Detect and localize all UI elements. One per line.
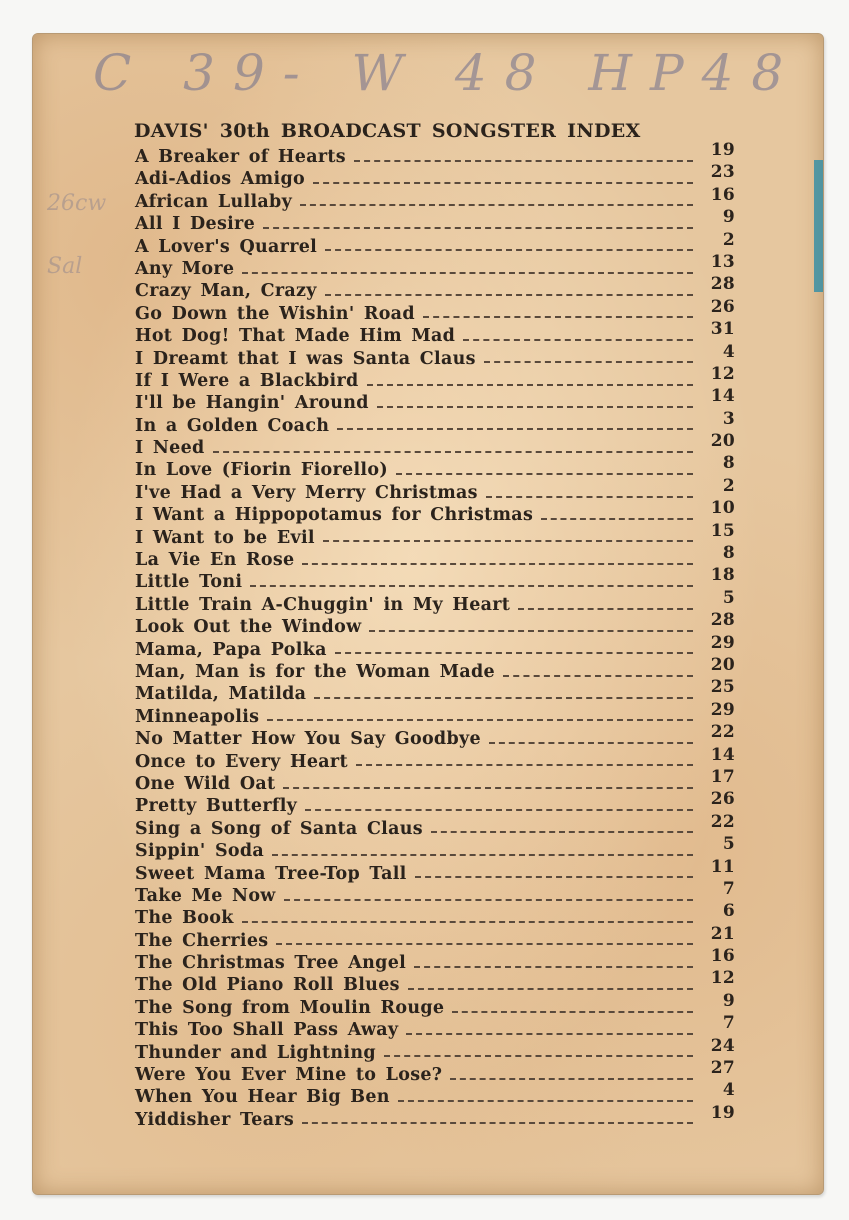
dot-leader xyxy=(503,670,693,677)
page-number: 14 xyxy=(710,386,735,407)
blue-edge-tab xyxy=(814,160,823,292)
index-entry xyxy=(135,1058,735,1087)
songster-back-page xyxy=(32,33,824,1195)
index-entry xyxy=(135,632,735,662)
song-title: The Cherries xyxy=(135,930,269,951)
song-title: The Christmas Tree Angel xyxy=(135,953,407,974)
song-title: One Wild Oat xyxy=(135,773,276,794)
dot-leader xyxy=(213,446,693,453)
dot-leader xyxy=(325,289,693,296)
index-entry xyxy=(135,587,735,617)
page-number: 17 xyxy=(710,766,735,787)
song-title: Look Out the Window xyxy=(135,617,362,638)
index-entry xyxy=(135,744,735,774)
index-entry xyxy=(135,1102,735,1132)
index-entry xyxy=(135,408,735,438)
song-title: Adi-Adios Amigo xyxy=(135,169,305,190)
index-entry xyxy=(135,184,735,214)
dot-leader xyxy=(272,849,693,856)
dot-leader xyxy=(300,199,693,206)
index-entry xyxy=(135,251,735,281)
index-entry xyxy=(135,856,735,886)
page-number: 20 xyxy=(710,654,735,675)
page-number: 13 xyxy=(710,251,735,272)
index-entry xyxy=(135,923,735,953)
song-title: A Lover's Quarrel xyxy=(135,236,318,257)
pencil-handwriting-top: C 39- W 48 HP48 xyxy=(93,44,802,102)
dot-leader xyxy=(398,1095,693,1102)
page-number: 4 xyxy=(722,1080,735,1101)
page-number: 7 xyxy=(722,1013,735,1034)
page-number: 2 xyxy=(722,229,735,250)
song-title: Were You Ever Mine to Lose? xyxy=(135,1065,443,1086)
page-number: 14 xyxy=(710,744,735,765)
song-title: Pretty Butterfly xyxy=(135,796,298,817)
song-title: La Vie En Rose xyxy=(135,550,295,571)
index-entry xyxy=(135,811,735,841)
page-number: 19 xyxy=(710,140,735,160)
dot-leader xyxy=(486,491,693,498)
page-number: 29 xyxy=(710,632,735,653)
page-number: 5 xyxy=(722,834,735,855)
page-number: 9 xyxy=(722,990,735,1011)
song-title: Mama, Papa Polka xyxy=(135,639,327,660)
page-number: 7 xyxy=(722,878,735,899)
index-entry xyxy=(135,1035,735,1065)
index-entry xyxy=(135,453,735,482)
dot-leader xyxy=(484,356,693,363)
song-title: Sippin' Soda xyxy=(135,841,265,862)
dot-leader xyxy=(518,603,693,610)
index-entry xyxy=(135,475,735,505)
index-entry xyxy=(135,140,735,169)
index-entry xyxy=(135,946,735,975)
song-title: I Want to be Evil xyxy=(135,527,315,548)
song-title: I Need xyxy=(135,438,205,459)
dot-leader xyxy=(367,379,693,386)
index-entry xyxy=(135,162,735,191)
page-number: 29 xyxy=(710,699,735,720)
dot-leader xyxy=(369,625,693,632)
index-entry xyxy=(135,296,735,326)
page-number: 8 xyxy=(722,543,735,564)
song-title: Little Toni xyxy=(135,572,243,593)
dot-leader xyxy=(276,938,693,945)
index-entry xyxy=(135,274,735,303)
index-entry xyxy=(135,878,735,908)
dot-leader xyxy=(356,759,693,766)
dot-leader xyxy=(489,737,693,744)
song-title: The Song from Moulin Rouge xyxy=(135,997,445,1018)
song-title: I Dreamt that I was Santa Claus xyxy=(135,348,476,369)
index-entry xyxy=(135,543,735,572)
page-number: 26 xyxy=(710,789,735,810)
page-number: 12 xyxy=(710,968,735,989)
song-title: The Old Piano Roll Blues xyxy=(135,975,400,996)
faint-handwriting-side-1: 26cw xyxy=(47,191,107,216)
dot-leader xyxy=(242,267,693,274)
dot-leader xyxy=(313,177,693,184)
page-number: 4 xyxy=(722,341,735,362)
song-title: Take Me Now xyxy=(135,885,276,906)
dot-leader xyxy=(450,1073,693,1080)
page-number: 8 xyxy=(722,453,735,474)
song-title: I Want a Hippopotamus for Christmas xyxy=(135,505,534,526)
index-entry xyxy=(135,386,735,415)
dot-leader xyxy=(423,311,693,318)
index-entry xyxy=(135,610,735,639)
index-title: DAVIS' 30th BROADCAST SONGSTER INDEX xyxy=(134,120,641,142)
faint-handwriting-side-2: Sal xyxy=(47,254,83,279)
index-entry xyxy=(135,789,735,818)
song-title: Little Train A-Chuggin' in My Heart xyxy=(135,594,511,615)
index-entry xyxy=(135,363,735,393)
dot-leader xyxy=(396,468,693,475)
dot-leader xyxy=(263,222,693,229)
song-title: Yiddisher Tears xyxy=(135,1109,295,1130)
dot-leader xyxy=(414,961,693,968)
dot-leader xyxy=(408,983,693,990)
page-number: 18 xyxy=(710,565,735,586)
index-entry xyxy=(135,498,735,527)
page-number: 5 xyxy=(722,587,735,608)
page-number: 24 xyxy=(710,1035,735,1056)
index-list xyxy=(135,140,735,1132)
page-number: 26 xyxy=(710,296,735,317)
page-number: 28 xyxy=(710,610,735,631)
index-entry xyxy=(135,990,735,1020)
dot-leader xyxy=(302,558,693,565)
page-number: 2 xyxy=(722,475,735,496)
page-number: 20 xyxy=(710,431,735,452)
song-title: Thunder and Lightning xyxy=(135,1042,376,1063)
dot-leader xyxy=(242,916,693,923)
song-title: Crazy Man, Crazy xyxy=(135,281,317,302)
index-entry xyxy=(135,654,735,684)
page-number: 16 xyxy=(710,946,735,967)
song-title: No Matter How You Say Goodbye xyxy=(135,729,481,750)
song-title: Go Down the Wishin' Road xyxy=(135,303,415,324)
song-title: Minneapolis xyxy=(135,706,260,727)
page-number: 6 xyxy=(722,901,735,922)
song-title: Hot Dog! That Made Him Mad xyxy=(135,326,456,347)
index-entry xyxy=(135,565,735,594)
page-number: 22 xyxy=(710,722,735,743)
song-title: Any More xyxy=(135,258,235,279)
song-title: Man, Man is for the Woman Made xyxy=(135,661,495,682)
page-number: 10 xyxy=(710,498,735,519)
song-title: If I Were a Blackbird xyxy=(135,370,359,391)
song-title: Matilda, Matilda xyxy=(135,684,307,705)
dot-leader xyxy=(337,423,693,430)
song-title: Sweet Mama Tree-Top Tall xyxy=(135,863,407,884)
index-entry xyxy=(135,229,735,259)
index-entry xyxy=(135,834,735,863)
song-title: I'll be Hangin' Around xyxy=(135,393,369,414)
index-entry xyxy=(135,699,735,729)
index-entry xyxy=(135,1080,735,1109)
index-entry xyxy=(135,901,735,930)
page-number: 15 xyxy=(710,520,735,541)
page-number: 28 xyxy=(710,274,735,295)
dot-leader xyxy=(325,244,693,251)
dot-leader xyxy=(463,334,693,341)
dot-leader xyxy=(267,714,693,721)
dot-leader xyxy=(541,513,693,520)
dot-leader xyxy=(384,1050,693,1057)
index-entry xyxy=(135,677,735,706)
dot-leader xyxy=(452,1006,693,1013)
song-title: The Book xyxy=(135,908,234,929)
song-title: In Love (Fiorin Fiorello) xyxy=(135,460,388,481)
dot-leader xyxy=(335,647,693,654)
index-entry xyxy=(135,520,735,550)
song-title: All I Desire xyxy=(135,214,256,235)
song-title: African Lullaby xyxy=(135,191,293,212)
index-entry xyxy=(135,431,735,460)
dot-leader xyxy=(283,782,693,789)
dot-leader xyxy=(250,580,693,587)
song-title: This Too Shall Pass Away xyxy=(135,1020,399,1041)
dot-leader xyxy=(284,894,693,901)
page-number: 12 xyxy=(710,363,735,384)
dot-leader xyxy=(377,401,693,408)
song-title: A Breaker of Hearts xyxy=(135,147,346,167)
index-entry xyxy=(135,968,735,997)
page-number: 19 xyxy=(710,1102,735,1123)
index-entry xyxy=(135,341,735,371)
dot-leader xyxy=(415,871,693,878)
page-number: 22 xyxy=(710,811,735,832)
page-number: 31 xyxy=(710,319,735,340)
song-title: Sing a Song of Santa Claus xyxy=(135,818,423,839)
page-number: 23 xyxy=(710,162,735,183)
dot-leader xyxy=(354,155,693,162)
dot-leader xyxy=(314,692,693,699)
song-title: Once to Every Heart xyxy=(135,751,348,772)
page-number: 21 xyxy=(710,923,735,944)
page-number: 9 xyxy=(722,207,735,228)
dot-leader xyxy=(431,826,693,833)
song-title: In a Golden Coach xyxy=(135,415,330,436)
page-number: 25 xyxy=(710,677,735,698)
dot-leader xyxy=(305,804,693,811)
song-title: When You Hear Big Ben xyxy=(135,1087,390,1108)
dot-leader xyxy=(323,535,693,542)
page-number: 16 xyxy=(710,184,735,205)
dot-leader xyxy=(302,1117,693,1124)
page-number: 11 xyxy=(710,856,735,877)
index-entry xyxy=(135,319,735,348)
index-entry xyxy=(135,766,735,796)
song-title: I've Had a Very Merry Christmas xyxy=(135,482,478,503)
index-entry xyxy=(135,207,735,236)
index-entry xyxy=(135,1013,735,1042)
page-number: 3 xyxy=(722,408,735,429)
page-number: 27 xyxy=(710,1058,735,1079)
index-entry xyxy=(135,722,735,751)
dot-leader xyxy=(406,1028,693,1035)
